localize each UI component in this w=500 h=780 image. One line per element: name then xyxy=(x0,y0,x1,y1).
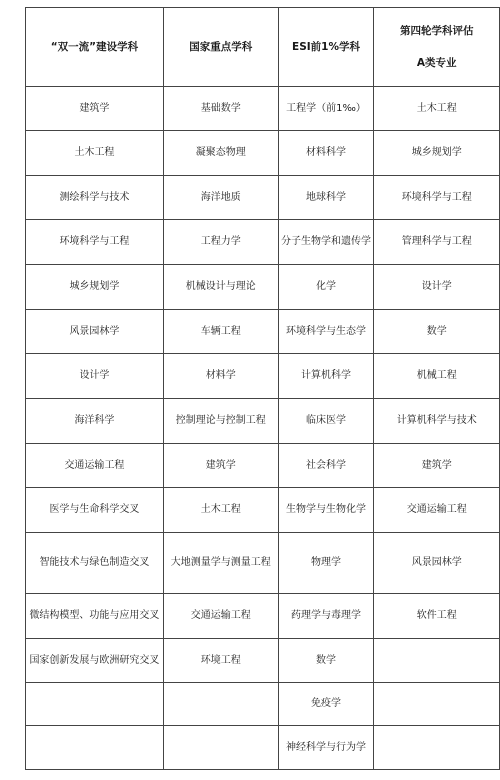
double-first-class-cell: 城乡规划学 xyxy=(26,265,164,310)
double-first-class-cell: 微结构模型、功能与应用交叉 xyxy=(26,594,164,639)
fourth-round-a-class-cell: 环境科学与工程 xyxy=(374,176,500,220)
national-key-discipline-cell: 交通运输工程 xyxy=(163,594,278,639)
header-text: A类专业 xyxy=(416,57,457,69)
disciplines-table xyxy=(25,7,500,770)
table-row xyxy=(26,594,500,639)
table-row xyxy=(26,220,500,265)
double-first-class-cell: 交通运输工程 xyxy=(26,444,164,488)
header-double-first-class xyxy=(26,8,164,87)
table-row xyxy=(26,683,500,726)
fourth-round-a-class-cell: 风景园林学 xyxy=(374,533,500,594)
table-row xyxy=(26,726,500,770)
fourth-round-a-class-cell: 土木工程 xyxy=(374,87,500,131)
double-first-class-cell: 建筑学 xyxy=(26,87,164,131)
double-first-class-cell: 风景园林学 xyxy=(26,310,164,354)
table-row xyxy=(26,399,500,444)
national-key-discipline-cell: 环境工程 xyxy=(163,639,278,683)
fourth-round-a-class-cell: 设计学 xyxy=(374,265,500,310)
double-first-class-cell: 医学与生命科学交叉 xyxy=(26,488,164,533)
esi-top1-cell: 地球科学 xyxy=(278,176,374,220)
esi-top1-cell: 分子生物学和遗传学 xyxy=(278,220,374,265)
double-first-class-cell: 海洋科学 xyxy=(26,399,164,444)
national-key-discipline-cell: 建筑学 xyxy=(163,444,278,488)
double-first-class-cell: 测绘科学与技术 xyxy=(26,176,164,220)
fourth-round-a-class-cell: 建筑学 xyxy=(374,444,500,488)
table-row xyxy=(26,131,500,176)
fourth-round-a-class-cell: 机械工程 xyxy=(374,354,500,399)
esi-top1-cell: 数学 xyxy=(278,639,374,683)
header-text: “双一流”建设学科 xyxy=(50,41,139,53)
esi-top1-cell: 社会科学 xyxy=(278,444,374,488)
table-body xyxy=(26,87,500,770)
esi-top1-cell: 神经科学与行为学 xyxy=(278,726,374,770)
fourth-round-a-class-cell: 软件工程 xyxy=(374,594,500,639)
esi-top1-cell: 工程学（前1‰） xyxy=(278,87,374,131)
esi-top1-cell: 计算机科学 xyxy=(278,354,374,399)
header-fourth-round-evaluation xyxy=(374,8,500,87)
double-first-class-cell xyxy=(26,683,164,726)
table-row xyxy=(26,444,500,488)
fourth-round-a-class-cell: 交通运输工程 xyxy=(374,488,500,533)
national-key-discipline-cell xyxy=(163,683,278,726)
fourth-round-a-class-cell xyxy=(374,726,500,770)
header-text: 国家重点学科 xyxy=(189,41,253,53)
table-header-row xyxy=(26,8,500,87)
national-key-discipline-cell: 工程力学 xyxy=(163,220,278,265)
esi-top1-cell: 环境科学与生态学 xyxy=(278,310,374,354)
national-key-discipline-cell: 车辆工程 xyxy=(163,310,278,354)
national-key-discipline-cell xyxy=(163,726,278,770)
table-row xyxy=(26,533,500,594)
national-key-discipline-cell: 材料学 xyxy=(163,354,278,399)
double-first-class-cell: 环境科学与工程 xyxy=(26,220,164,265)
fourth-round-a-class-cell xyxy=(374,683,500,726)
national-key-discipline-cell: 基础数学 xyxy=(163,87,278,131)
esi-top1-cell: 药理学与毒理学 xyxy=(278,594,374,639)
national-key-discipline-cell: 机械设计与理论 xyxy=(163,265,278,310)
double-first-class-cell: 土木工程 xyxy=(26,131,164,176)
table-row xyxy=(26,310,500,354)
double-first-class-cell: 智能技术与绿色制造交叉 xyxy=(26,533,164,594)
double-first-class-cell: 国家创新发展与欧洲研究交叉 xyxy=(26,639,164,683)
header-text: 第四轮学科评估 xyxy=(399,25,474,37)
table-row xyxy=(26,176,500,220)
table-row xyxy=(26,87,500,131)
fourth-round-a-class-cell: 数学 xyxy=(374,310,500,354)
fourth-round-a-class-cell: 计算机科学与技术 xyxy=(374,399,500,444)
table-row xyxy=(26,639,500,683)
national-key-discipline-cell: 控制理论与控制工程 xyxy=(163,399,278,444)
esi-top1-cell: 临床医学 xyxy=(278,399,374,444)
national-key-discipline-cell: 土木工程 xyxy=(163,488,278,533)
header-national-key-discipline xyxy=(163,8,278,87)
fourth-round-a-class-cell xyxy=(374,639,500,683)
esi-top1-cell: 化学 xyxy=(278,265,374,310)
national-key-discipline-cell: 大地测量学与测量工程 xyxy=(163,533,278,594)
fourth-round-a-class-cell: 管理科学与工程 xyxy=(374,220,500,265)
table-row xyxy=(26,488,500,533)
esi-top1-cell: 材料科学 xyxy=(278,131,374,176)
esi-top1-cell: 免疫学 xyxy=(278,683,374,726)
national-key-discipline-cell: 凝聚态物理 xyxy=(163,131,278,176)
header-esi-top1 xyxy=(278,8,374,87)
esi-top1-cell: 物理学 xyxy=(278,533,374,594)
esi-top1-cell: 生物学与生物化学 xyxy=(278,488,374,533)
national-key-discipline-cell: 海洋地质 xyxy=(163,176,278,220)
table-row xyxy=(26,354,500,399)
fourth-round-a-class-cell: 城乡规划学 xyxy=(374,131,500,176)
double-first-class-cell: 设计学 xyxy=(26,354,164,399)
table-row xyxy=(26,265,500,310)
double-first-class-cell xyxy=(26,726,164,770)
header-text: ESI前1%学科 xyxy=(292,41,360,53)
